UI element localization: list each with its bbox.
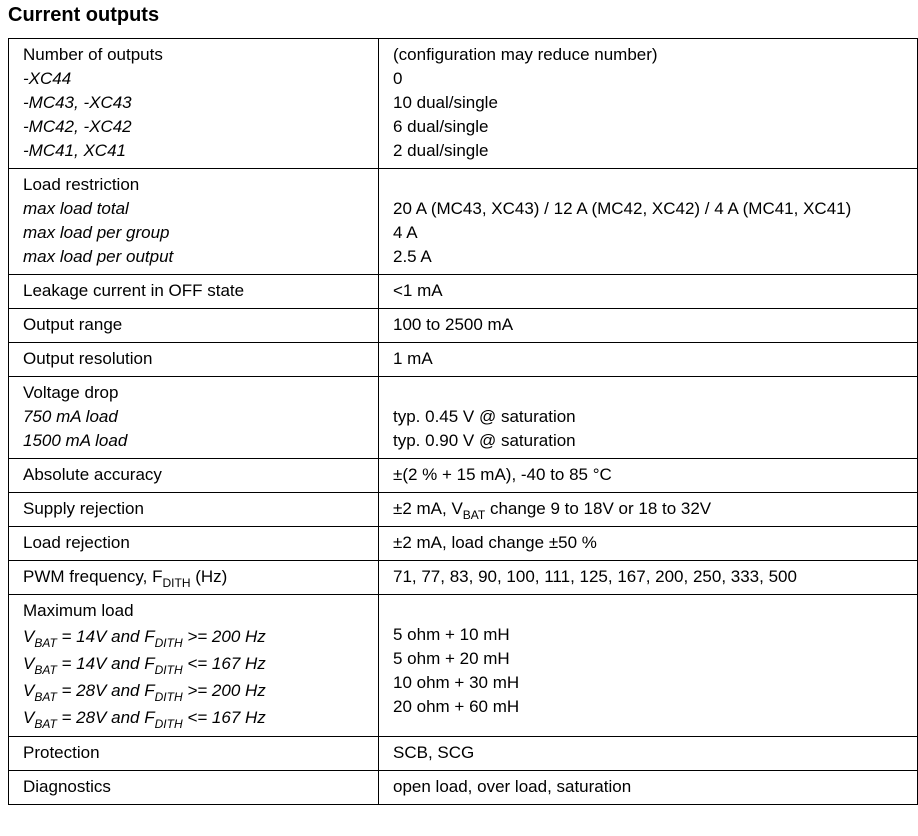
sub-label: max load per group	[23, 223, 170, 242]
table-row	[9, 771, 918, 805]
label-cell: Leakage current in OFF state	[9, 275, 379, 309]
table-row	[9, 595, 918, 737]
value-text: ±2 mA, V	[393, 499, 463, 518]
sub-label: max load total	[23, 199, 129, 218]
label-cell	[9, 377, 379, 459]
label-cell: Supply rejection	[9, 493, 379, 527]
sub-value: 2 dual/single	[393, 141, 489, 160]
sub-label: -MC41, XC41	[23, 141, 126, 160]
sub-value: 10 ohm + 30 mH	[393, 673, 520, 692]
sub-label: $V_{BAT} = 14V$ and $F_{DITH} >= 200$ Hz	[23, 627, 266, 650]
sub-label: -MC42, -XC42	[23, 117, 132, 136]
sub-value: typ. 0.90 V @ saturation	[393, 431, 576, 450]
value-cell	[379, 169, 918, 275]
label-cell	[9, 595, 379, 737]
table-row	[9, 737, 918, 771]
spec-table	[8, 38, 918, 805]
sub-label: max load per output	[23, 247, 174, 266]
value-cell	[379, 595, 918, 737]
value-cell: 71, 77, 83, 90, 100, 111, 125, 167, 200, 250, 333, 500	[379, 561, 918, 595]
table-row	[9, 309, 918, 343]
value-cell: ±2 mA, load change ±50 %	[379, 527, 918, 561]
label-text: (Hz)	[190, 567, 228, 586]
row-value: (configuration may reduce number)	[393, 45, 658, 64]
value-cell: 100 to 2500 mA	[379, 309, 918, 343]
table-row	[9, 169, 918, 275]
sub-value: 4 A	[393, 223, 418, 242]
sub-label: $V_{BAT} = 14V$ and $F_{DITH} <= 167$ Hz	[23, 654, 266, 677]
sub-value: 0	[393, 69, 403, 88]
label-cell: Diagnostics	[9, 771, 379, 805]
row-label: Number of outputs	[23, 45, 163, 64]
subscript: BAT	[462, 508, 486, 522]
sub-value: 10 dual/single	[393, 93, 498, 112]
table-row	[9, 527, 918, 561]
table-row	[9, 561, 918, 595]
value-text: change 9 to 18V or 18 to 32V	[485, 499, 712, 518]
sub-label: 1500 mA load	[23, 431, 128, 450]
sub-value: typ. 0.45 V @ saturation	[393, 407, 576, 426]
label-cell: Output range	[9, 309, 379, 343]
sub-label: 750 mA load	[23, 407, 118, 426]
sub-value: 20 A (MC43, XC43) / 12 A (MC42, XC42) / 4 A (MC41, XC41)	[393, 199, 852, 218]
label-cell: Output resolution	[9, 343, 379, 377]
value-cell: <1 mA	[379, 275, 918, 309]
label-cell	[9, 39, 379, 169]
sub-value: 20 ohm + 60 mH	[393, 697, 520, 716]
row-label: Maximum load	[23, 601, 134, 620]
value-cell	[379, 39, 918, 169]
table-row	[9, 459, 918, 493]
row-label: Load restriction	[23, 175, 140, 194]
row-label: Voltage drop	[23, 383, 119, 402]
value-cell: ±(2 % + 15 mA), -40 to 85 °C	[379, 459, 918, 493]
label-text: PWM frequency, F	[23, 567, 163, 586]
label-cell: Load rejection	[9, 527, 379, 561]
label-cell	[9, 169, 379, 275]
table-row	[9, 39, 918, 169]
label-cell: Protection	[9, 737, 379, 771]
subscript: DITH	[162, 576, 191, 590]
value-cell	[379, 377, 918, 459]
table-row	[9, 377, 918, 459]
sub-value: 5 ohm + 20 mH	[393, 649, 510, 668]
sub-label: $V_{BAT} = 28V$ and $F_{DITH} <= 167$ Hz	[23, 708, 266, 731]
table-row	[9, 493, 918, 527]
sub-value: 5 ohm + 10 mH	[393, 625, 510, 644]
value-cell: SCB, SCG	[379, 737, 918, 771]
sub-label: -XC44	[23, 69, 72, 88]
label-cell: Absolute accuracy	[9, 459, 379, 493]
sub-value: 6 dual/single	[393, 117, 489, 136]
table-row	[9, 275, 918, 309]
table-row	[9, 343, 918, 377]
page-title: Current outputs	[8, 4, 160, 26]
sub-value: 2.5 A	[393, 247, 432, 266]
label-cell	[9, 561, 379, 595]
value-cell: 1 mA	[379, 343, 918, 377]
sub-label: -MC43, -XC43	[23, 93, 132, 112]
value-cell	[379, 493, 918, 527]
sub-label: $V_{BAT} = 28V$ and $F_{DITH} >= 200$ Hz	[23, 681, 266, 704]
value-cell: open load, over load, saturation	[379, 771, 918, 805]
